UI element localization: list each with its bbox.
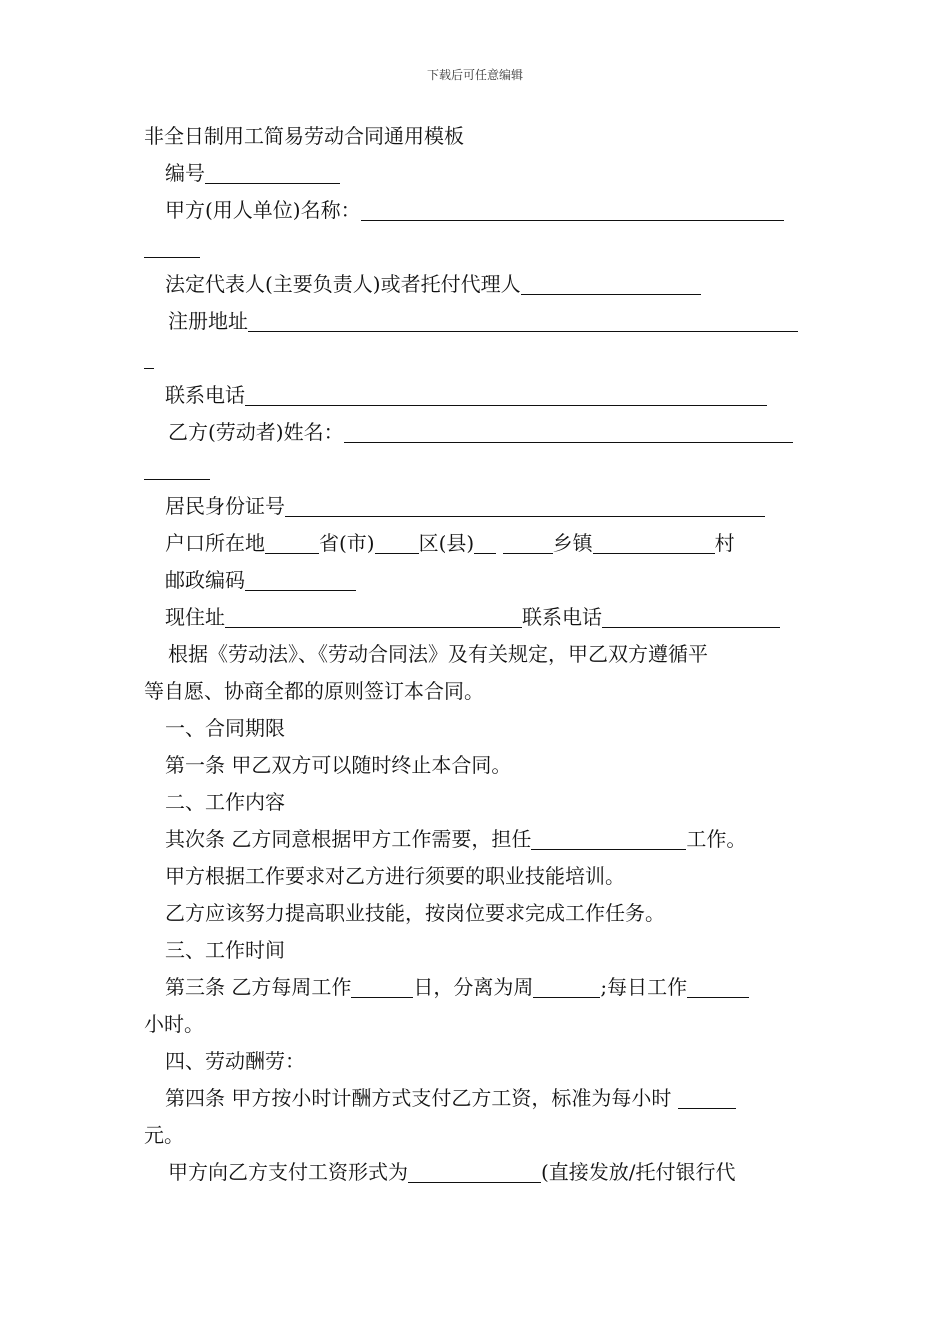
blank: [593, 531, 715, 554]
label: 其次条 乙方同意根据甲方工作需要，担任: [165, 827, 532, 851]
label: 联系电话: [522, 605, 602, 629]
blank: [408, 1160, 541, 1183]
blank: [245, 568, 356, 591]
label: 第四条 甲方按小时计酬方式支付乙方工资，标准为每小时: [165, 1086, 672, 1110]
blank: [533, 975, 600, 998]
household-registration-line: [144, 525, 808, 562]
registered-address-line: [144, 303, 808, 340]
preamble-line-1: 根据《劳动法》、《劳动合同法》及有关规定，甲乙双方遵循平: [168, 642, 708, 666]
blank: [503, 531, 553, 554]
blank: [144, 346, 154, 369]
label: 现住址: [165, 605, 225, 629]
party-a-name-line: [144, 192, 808, 229]
label: 省(市): [319, 531, 375, 555]
label: 联系电话: [165, 383, 245, 407]
party-a-name-continuation: [144, 229, 808, 266]
label: 编号: [165, 161, 205, 185]
preamble-line-2: 等自愿、协商全都的原则签订本合同。: [144, 679, 484, 703]
legal-representative-line: [144, 266, 808, 303]
blank: [361, 198, 784, 221]
blank: [474, 531, 496, 554]
section-3-heading: 三、工作时间: [165, 938, 285, 962]
label: 甲方(用人单位)名称：: [165, 198, 361, 222]
blank: [248, 309, 798, 332]
payment-method-line: [144, 1154, 808, 1191]
blank: [205, 161, 340, 184]
label: 居民身份证号: [165, 494, 285, 518]
blank: [265, 531, 319, 554]
label: 甲方向乙方支付工资形式为: [168, 1160, 408, 1184]
label: 村: [714, 531, 735, 555]
blank: [144, 235, 200, 258]
blank: [344, 420, 793, 443]
blank: [144, 457, 210, 480]
document-title: 非全日制用工简易劳动合同通用模板: [144, 124, 464, 148]
label: 户口所在地: [165, 531, 265, 555]
label: 法定代表人(主要负责人)或者托付代理人: [165, 272, 521, 296]
blank: [531, 827, 686, 850]
postal-code-line: [144, 562, 808, 599]
label: 区(县): [418, 531, 475, 555]
label: 乡镇: [552, 531, 593, 555]
article-3: [144, 969, 808, 1006]
section-1-heading: 一、合同期限: [165, 716, 285, 740]
blank: [225, 605, 522, 628]
contract-number-line: [144, 155, 808, 192]
article-2: [144, 821, 808, 858]
label: 日，分离为周: [413, 975, 534, 999]
id-number-line: [144, 488, 808, 525]
label: 工作。: [686, 827, 747, 851]
blank: [375, 531, 419, 554]
section-4-heading: 四、劳动酬劳：: [165, 1049, 305, 1073]
contract-body: [144, 118, 808, 1191]
blank: [602, 605, 780, 628]
label: 乙方(劳动者)姓名：: [168, 420, 344, 444]
article-2-duty: 乙方应该努力提高职业技能，按岗位要求完成工作任务。: [165, 901, 665, 925]
label: 第三条 乙方每周工作: [165, 975, 352, 999]
blank: [687, 975, 749, 998]
blank: [678, 1086, 736, 1109]
blank: [351, 975, 413, 998]
article-2-training: 甲方根据工作要求对乙方进行须要的职业技能培训。: [165, 864, 625, 888]
party-a-phone-line: [144, 377, 808, 414]
article-4: [144, 1080, 808, 1117]
page-header: 下载后可任意编辑: [426, 68, 523, 82]
party-b-name-continuation: [144, 451, 808, 488]
current-address-line: [144, 599, 808, 636]
blank: [285, 494, 765, 517]
label: (直接发放/托付银行代: [541, 1160, 736, 1184]
label: 注册地址: [168, 309, 248, 333]
label: 邮政编码: [165, 568, 245, 592]
article-4-continuation: 元。: [144, 1123, 184, 1147]
party-b-name-line: [144, 414, 808, 451]
section-2-heading: 二、工作内容: [165, 790, 285, 814]
registered-address-continuation: [144, 340, 808, 377]
article-1: 第一条 甲乙双方可以随时终止本合同。: [165, 753, 512, 777]
blank: [521, 272, 701, 295]
blank: [245, 383, 767, 406]
label: ;每日工作: [600, 975, 688, 999]
article-3-continuation: 小时。: [144, 1012, 204, 1036]
